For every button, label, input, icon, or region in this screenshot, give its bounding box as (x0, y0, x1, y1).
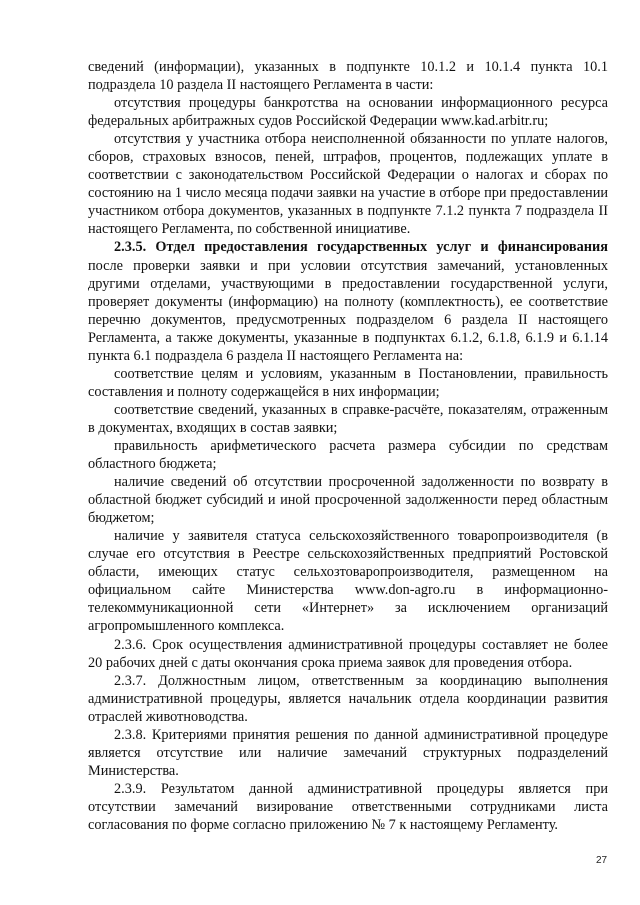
paragraph: 2.3.8. Критериями принятия решения по данной административной процедуре является отсутствие или наличие замечаний структурных подразделений Министерства. (88, 726, 608, 779)
paragraph: сведений (информации), указанных в подпункте 10.1.2 и 10.1.4 пункта 10.1 подраздела 10 раздела II настоящего Регламента в части: (88, 59, 608, 94)
paragraph: наличие у заявителя статуса сельскохозяйственного товаропроизводителя (в случае его отсутствия в Реестре сельскохозяйственных предприятий Ростовской области, имеющих статус сельхозтоваропроизводителя, размещенном на официальном сайте Министерства www.don-agro.ru в информационно-телекоммуникационной сети «Интернет» за исключением организаций агропромышленного комплекса. (88, 528, 608, 635)
paragraph: 2.3.6. Срок осуществления административной процедуры составляет не более 20 рабочих дней с даты окончания срока приема заявок для проведения отбора. (88, 636, 608, 671)
paragraph: отсутствия процедуры банкротства на основании информационного ресурса федеральных арбитражных судов Российской Федерации www.kad.arbitr.ru; (88, 95, 608, 130)
section-paragraph (88, 238, 608, 364)
paragraph: правильность арифметического расчета размера субсидии по средствам областного бюджета; (88, 437, 608, 473)
paragraph: наличие сведений об отсутствии просроченной задолженности по возврату в областной бюджет субсидий и иной просроченной задолженности перед областным бюджетом; (88, 474, 608, 527)
paragraph: 2.3.9. Результатом данной административной процедуры является при отсутствии замечаний визирование ответственными сотрудниками листа согласования по форме согласно приложению № 7 к настоящему Регламенту. (88, 780, 608, 833)
paragraph: 2.3.7. Должностным лицом, ответственным за координацию выполнения административной процедуры, является начальник отдела координации развития отраслей животноводства. (88, 672, 608, 725)
paragraph: отсутствия у участника отбора неисполненной обязанности по уплате налогов, сборов, страховых взносов, пеней, штрафов, процентов, подлежащих уплате в соответствии с законодательством Российской Федерации о налогах и сборах по состоянию на 1 число месяца подачи заявки на участие в отборе при предоставлении участником отбора документов, указанных в подпункте 7.1.2 пункта 7 подраздела II настоящего Регламента, по собственной инициативе. (88, 131, 608, 238)
paragraph: соответствие целям и условиям, указанным в Постановлении, правильность составления и полноту содержащейся в них информации; (88, 365, 608, 400)
section-heading: 2.3.5. Отдел предоставления государственных услуг и финансирования (114, 239, 608, 256)
page-number: 27 (596, 855, 608, 866)
paragraph: соответствие сведений, указанных в справке-расчёте, показателям, отраженным в документах, входящих в состав заявки; (88, 401, 608, 436)
paragraph-text: после проверки заявки и при условии отсутствия замечаний, установленных другими отделами, участвующими в предоставлении государственной услуги, проверяет документы (информацию) на полноту (комплектность), ее соответствие перечню документов, предусмотренных подразделом 6 раздела II настоящего Регламента, а также документы, указанные в подпунктах 6.1.2, 6.1.8, 6.1.9 и 6.1.14 пункта 6.1 подраздела 6 раздела II настоящего Регламента на: (88, 257, 608, 364)
